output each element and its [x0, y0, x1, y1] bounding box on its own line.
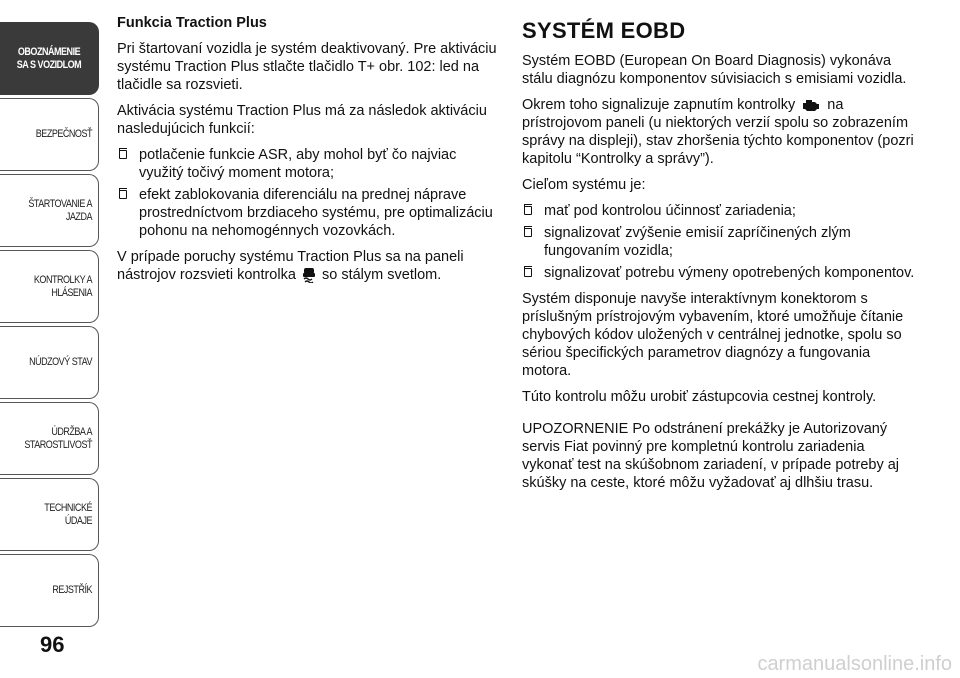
tab-label: REJSTŘÍK [52, 584, 92, 596]
tab-oboznamenie[interactable] [0, 22, 99, 95]
tab-label: STAROSTLIVOSŤ [24, 438, 92, 451]
left-column [117, 14, 497, 292]
tab-label: NÚDZOVÝ STAV [29, 356, 92, 368]
tab-label: SA S VOZIDLOM [16, 58, 82, 71]
tab-technicke-udaje[interactable] [0, 478, 99, 551]
paragraph-text: na prístrojovom paneli (u niektorých verzií spolu so zobrazením správy na displeji), stav zhoršenia týchto komponentov (pozri kapitolu “Kontrolky a správy”). [522, 97, 914, 167]
tab-label: JAZDA [65, 210, 92, 223]
list-item: signalizovať zvýšenie emisií zapríčinených zlým fungovaním vozidla; [522, 224, 917, 260]
tab-label: ŠTARTOVANIE A [28, 197, 92, 210]
paragraph [522, 96, 917, 168]
paragraph [117, 248, 497, 284]
paragraph: Cieľom systému je: [522, 177, 646, 193]
bullet-list [522, 202, 917, 282]
tab-bezpecnost[interactable] [0, 98, 99, 171]
paragraph-text: so stálym svetlom. [321, 267, 442, 283]
bullet-list [117, 146, 497, 240]
list-item: potlačenie funkcie ASR, aby mohol byť čo najviac využitý točivý moment motora; [117, 146, 497, 182]
paragraph: Pri štartovaní vozidla je systém deaktivovaný. Pre aktiváciu systému Traction Plus stlačte tlačidlo T+ obr. 102: led na tlačidle sa rozsvieti. [117, 41, 497, 93]
skid-car-icon [302, 267, 316, 283]
tab-label: BEZPEČNOSŤ [35, 128, 92, 140]
tab-kontrolky[interactable] [0, 250, 99, 323]
list-item: efekt zablokovania diferenciálu na prednej náprave prostredníctvom brzdiaceho systému, pre optimalizáciu pohonu na nehomogénnych vozovkách. [117, 186, 497, 240]
watermark: carmanualsonline.info [757, 653, 952, 675]
tab-label: ÚDRŽBA A [51, 425, 92, 438]
list-item: mať pod kontrolou účinnosť zariadenia; [522, 202, 917, 220]
right-column [522, 14, 917, 500]
tab-rejstrik[interactable] [0, 554, 99, 627]
tab-label: OBOZNÁMENIE [17, 45, 81, 58]
engine-icon [801, 98, 821, 112]
paragraph: Aktivácia systému Traction Plus má za následok aktiváciu nasledujúcich funkcií: [117, 103, 487, 137]
list-item: signalizovať potrebu výmeny opotrebených komponentov. [522, 264, 917, 282]
tab-label: HLÁSENIA [51, 286, 92, 299]
paragraph: Túto kontrolu môžu urobiť zástupcovia cestnej kontroly. [522, 389, 877, 405]
page-number: 96 [40, 632, 65, 657]
tab-nudzovy-stav[interactable] [0, 326, 99, 399]
paragraph: UPOZORNENIE Po odstránení prekážky je Autorizovaný servis Fiat povinný pre kompletnú kontrolu zariadenia vykonať test na skúšobnom zariadení, v prípade potreby aj skúšky na ceste, ktoré môžu vyžadovať aj dlhšiu trasu. [522, 421, 900, 491]
paragraph-text: Okrem toho signalizuje zapnutím kontrolky [522, 97, 796, 113]
tab-udrzba[interactable] [0, 402, 99, 475]
tab-label: KONTROLKY A [33, 273, 92, 286]
paragraph: Systém EOBD (European On Board Diagnosis) vykonáva stálu diagnózu komponentov súvisiacich s emisiami vozidla. [522, 53, 907, 87]
tab-label: TECHNICKÉ ÚDAJE [44, 501, 92, 527]
tab-startovanie[interactable] [0, 174, 99, 247]
section-heading: Funkcia Traction Plus [117, 15, 267, 31]
section-heading: SYSTÉM EOBD [522, 18, 686, 43]
paragraph: Systém disponuje navyše interaktívnym konektorom s príslušným prístrojovým vybavením, ktoré umožňuje čítanie chybových kódov uložených v centrálnej jednotke, spolu so sériou špecifických parametrov diagnózy a fungovania motora. [522, 291, 904, 379]
paragraph-text: V prípade poruchy systému Traction Plus sa na paneli nástrojov rozsvieti kontrolka [117, 249, 464, 283]
